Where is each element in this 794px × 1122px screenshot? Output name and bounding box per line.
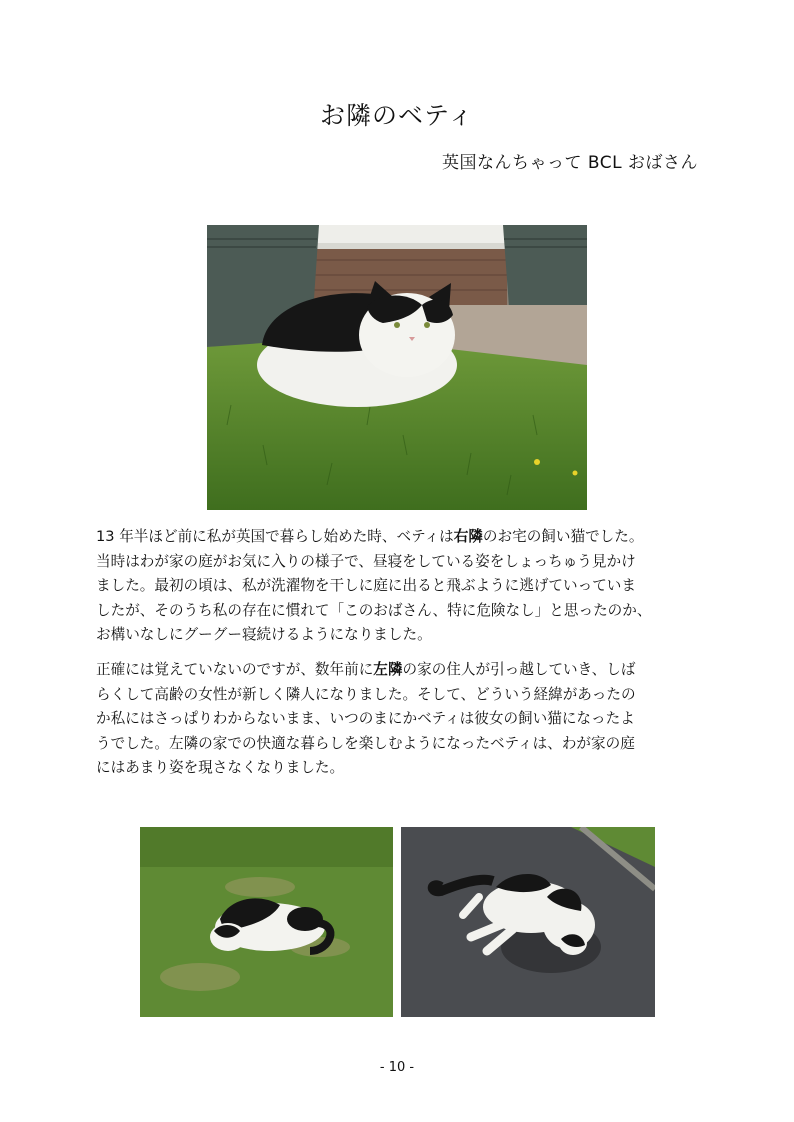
paragraph-2-line-3: か私にはさっぱりわからないまま、いつのまにかベティは彼女の飼い猫になったよ [96,710,635,727]
paragraph-2-line-1 [96,658,701,683]
author-byline: 英国なんちゃって BCL おばさん [441,153,698,173]
paragraph-1-line-1 [96,525,701,550]
text-run: 正確には覚えていないのですが、数年前に [96,661,374,678]
text-run: の家の住人が引っ越していき、しば [402,661,636,678]
paragraph-1-line-4: したが、そのうち私の存在に慣れて「このおばさん、特に危険なし」と思ったのか、 [96,601,652,619]
cat-sleeping-grass-photo [140,827,393,1017]
cat-sitting-photo [207,225,587,510]
paragraph-1-line-5: お構いなしにグーグー寝続けるようになりました。 [96,626,432,643]
bold-text-left-neighbor: 左隣 [373,661,403,678]
paragraph-2 [96,658,701,781]
paragraph-2-line-5: にはあまり姿を現さなくなりました。 [96,759,345,776]
page-number: - 10 - [379,1060,415,1075]
text-run: 13 年半ほど前に私が英国で暮らし始めた時、ベティは [96,528,454,545]
paragraph-1 [96,525,701,648]
text-run: のお宅の飼い猫でした。 [482,528,644,545]
bold-text-right-neighbor: 右隣 [453,528,483,545]
paragraph-2-line-2: らくして高齢の女性が新しく隣人になりました。そして、どういう経緯があったの [96,685,636,703]
paragraph-1-line-3: ました。最初の頃は、私が洗濯物を干しに庭に出ると飛ぶように逃げていっていま [96,577,636,594]
paragraph-2-line-4: うでした。左隣の家での快適な暮らしを楽しむようになったベティは、わが家の庭 [96,734,635,752]
cat-lying-path-photo [401,827,655,1017]
page-title: お隣のベティ [319,101,474,130]
paragraph-1-line-2: 当時はわが家の庭がお気に入りの様子で、昼寝をしている姿をしょっちゅう見かけ [96,552,636,570]
